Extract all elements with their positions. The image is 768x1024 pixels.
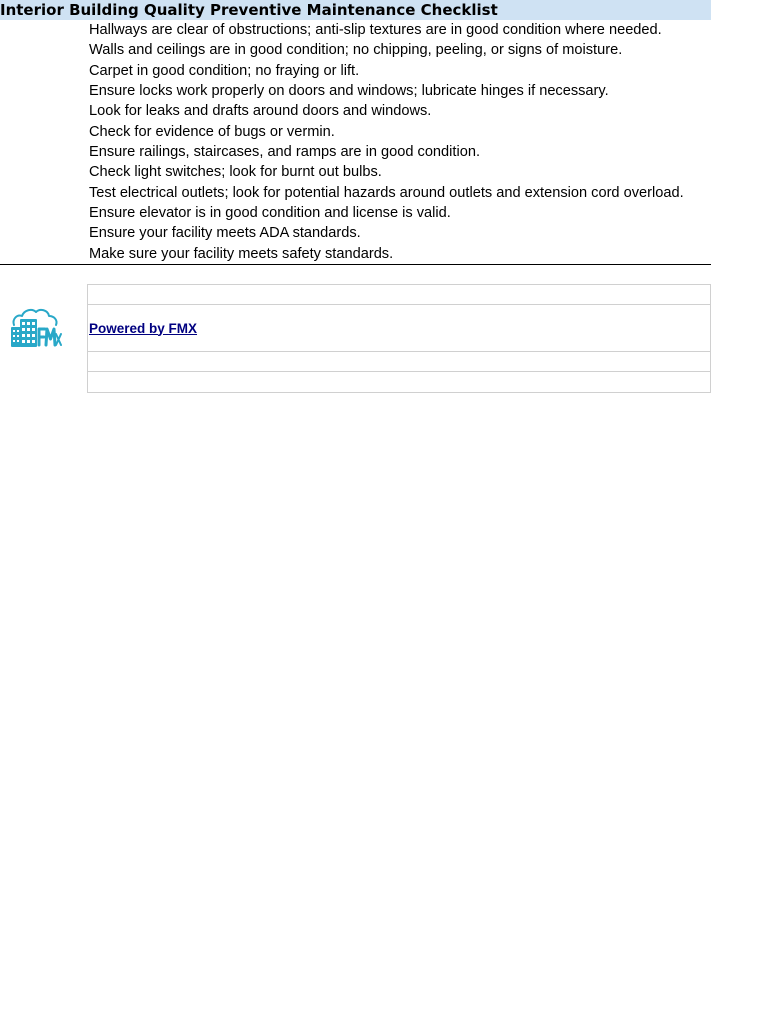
checklist-item: Hallways are clear of obstructions; anti-slip textures are in good condition where needed. — [89, 22, 662, 38]
checklist-item: Carpet in good condition; no fraying or lift. — [89, 62, 360, 79]
fmx-cloud-building-logo-icon — [8, 307, 62, 351]
footer-empty-row — [88, 372, 710, 392]
checklist-item: Ensure your facility meets ADA standards. — [89, 225, 361, 242]
checklist-item: Walls and ceilings are in good condition; no chipping, peeling, or signs of moisture. — [89, 42, 623, 59]
footer-empty-row — [88, 352, 710, 372]
checklist — [0, 20, 711, 265]
checklist-item: Ensure elevator is in good condition and license is valid. — [89, 204, 451, 221]
footer-empty-row — [88, 285, 710, 305]
checklist-item: Make sure your facility meets safety standards. — [89, 245, 394, 262]
checklist-item: Test electrical outlets; look for potential hazards around outlets and extension cord overload. — [89, 184, 684, 201]
checklist-item: Check for evidence of bugs or vermin. — [89, 123, 335, 140]
footer-link-row — [88, 305, 710, 352]
checklist-item: Ensure railings, staircases, and ramps are in good condition. — [89, 143, 480, 160]
powered-by-fmx-link[interactable]: Powered by FMX — [89, 320, 198, 336]
footer-grid — [87, 284, 711, 393]
checklist-item: Look for leaks and drafts around doors and windows. — [89, 103, 432, 120]
checklist-item: Ensure locks work properly on doors and windows; lubricate hinges if necessary. — [89, 82, 609, 99]
page-title: Interior Building Quality Preventive Maintenance Checklist — [0, 0, 711, 20]
checklist-item: Check light switches; look for burnt out bulbs. — [89, 164, 382, 181]
